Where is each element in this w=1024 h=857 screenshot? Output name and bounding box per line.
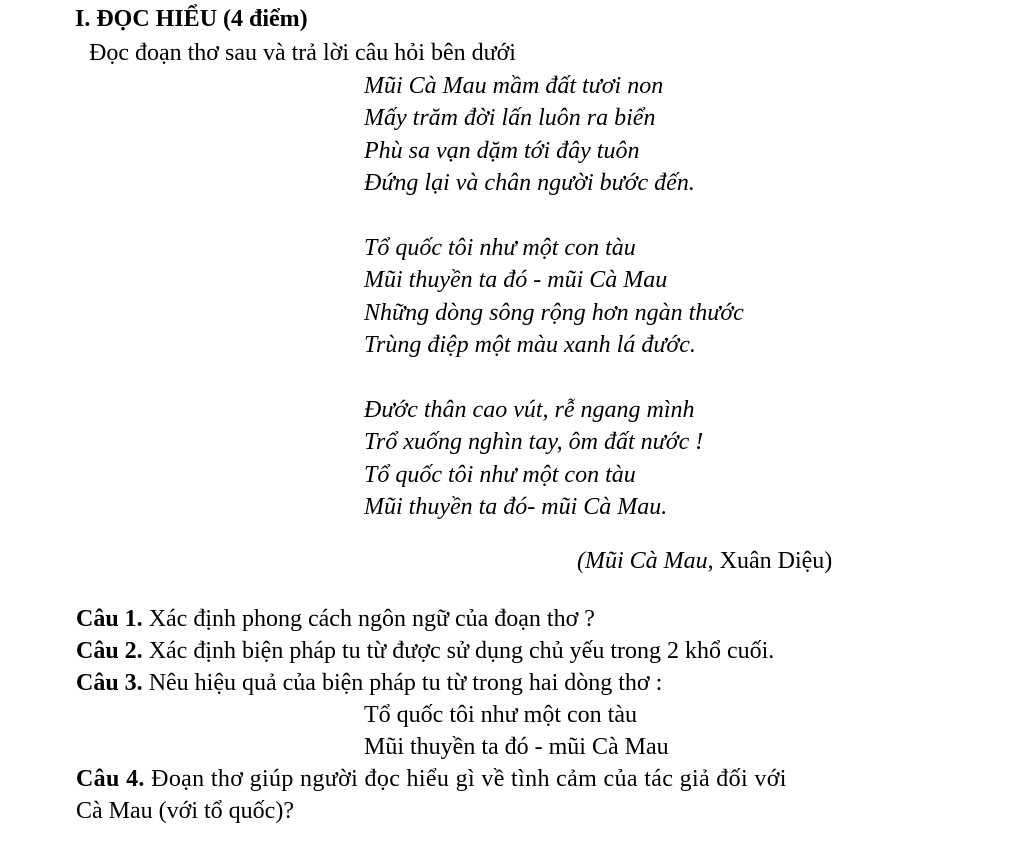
question-2 xyxy=(76,635,774,667)
question-label: Câu 3. xyxy=(76,670,143,696)
poem-line: Tổ quốc tôi như một con tàu xyxy=(364,461,636,488)
poem-line: Mũi thuyền ta đó - mũi Cà Mau xyxy=(364,267,668,294)
poem-line: Đước thân cao vút, rễ ngang mình xyxy=(364,396,695,423)
quoted-line: Mũi thuyền ta đó - mũi Cà Mau xyxy=(364,734,669,760)
question-text: Nêu hiệu quả của biện pháp tu từ trong hai dòng thơ : xyxy=(142,670,663,696)
question-label: Câu 4. xyxy=(76,766,145,792)
instruction-text: Đọc đoạn thơ sau và trả lời câu hỏi bên dưới xyxy=(89,40,516,66)
poem-line: Mũi thuyền ta đó- mũi Cà Mau. xyxy=(364,494,668,521)
question-text: Xác định phong cách ngôn ngữ của đoạn thơ ? xyxy=(142,606,595,632)
poem-line: Trùng điệp một màu xanh lá đước. xyxy=(364,332,696,359)
question-4-continuation: Cà Mau (với tổ quốc)? xyxy=(76,798,294,824)
source-open: ( xyxy=(577,548,585,574)
question-text: Xác định biện pháp tu từ được sử dụng chủ yếu trong 2 khổ cuối. xyxy=(142,638,775,664)
poem-line: Tổ quốc tôi như một con tàu xyxy=(364,234,636,261)
question-4 xyxy=(76,763,787,795)
poem-line: Mấy trăm đời lấn luôn ra biển xyxy=(364,105,656,132)
quoted-line: Tổ quốc tôi như một con tàu xyxy=(364,702,637,728)
source-title: Mũi Cà Mau xyxy=(585,548,708,574)
question-text: Đoạn thơ giúp người đọc hiểu gì về tình cảm của tác giả đối với xyxy=(144,766,787,792)
question-label: Câu 2. xyxy=(76,638,143,664)
stanza-break xyxy=(364,200,744,232)
section-heading: I. ĐỌC HIỂU (4 điểm) xyxy=(75,6,308,32)
question-label: Câu 1. xyxy=(76,606,143,632)
poem-line: Những dòng sông rộng hơn ngàn thước xyxy=(364,299,744,326)
poem-block xyxy=(364,70,744,523)
question-1 xyxy=(76,603,595,635)
poem-line: Phù sa vạn dặm tới đây tuôn xyxy=(364,137,640,164)
question-3 xyxy=(76,667,662,699)
poem-source xyxy=(577,545,832,577)
poem-line: Trổ xuống nghìn tay, ôm đất nước ! xyxy=(364,429,704,456)
poem-line: Đứng lại và chân người bước đến. xyxy=(364,170,695,197)
poem-line: Mũi Cà Mau mầm đất tươi non xyxy=(364,73,664,99)
source-author: , Xuân Diệu) xyxy=(707,548,833,574)
stanza-break xyxy=(364,362,744,394)
